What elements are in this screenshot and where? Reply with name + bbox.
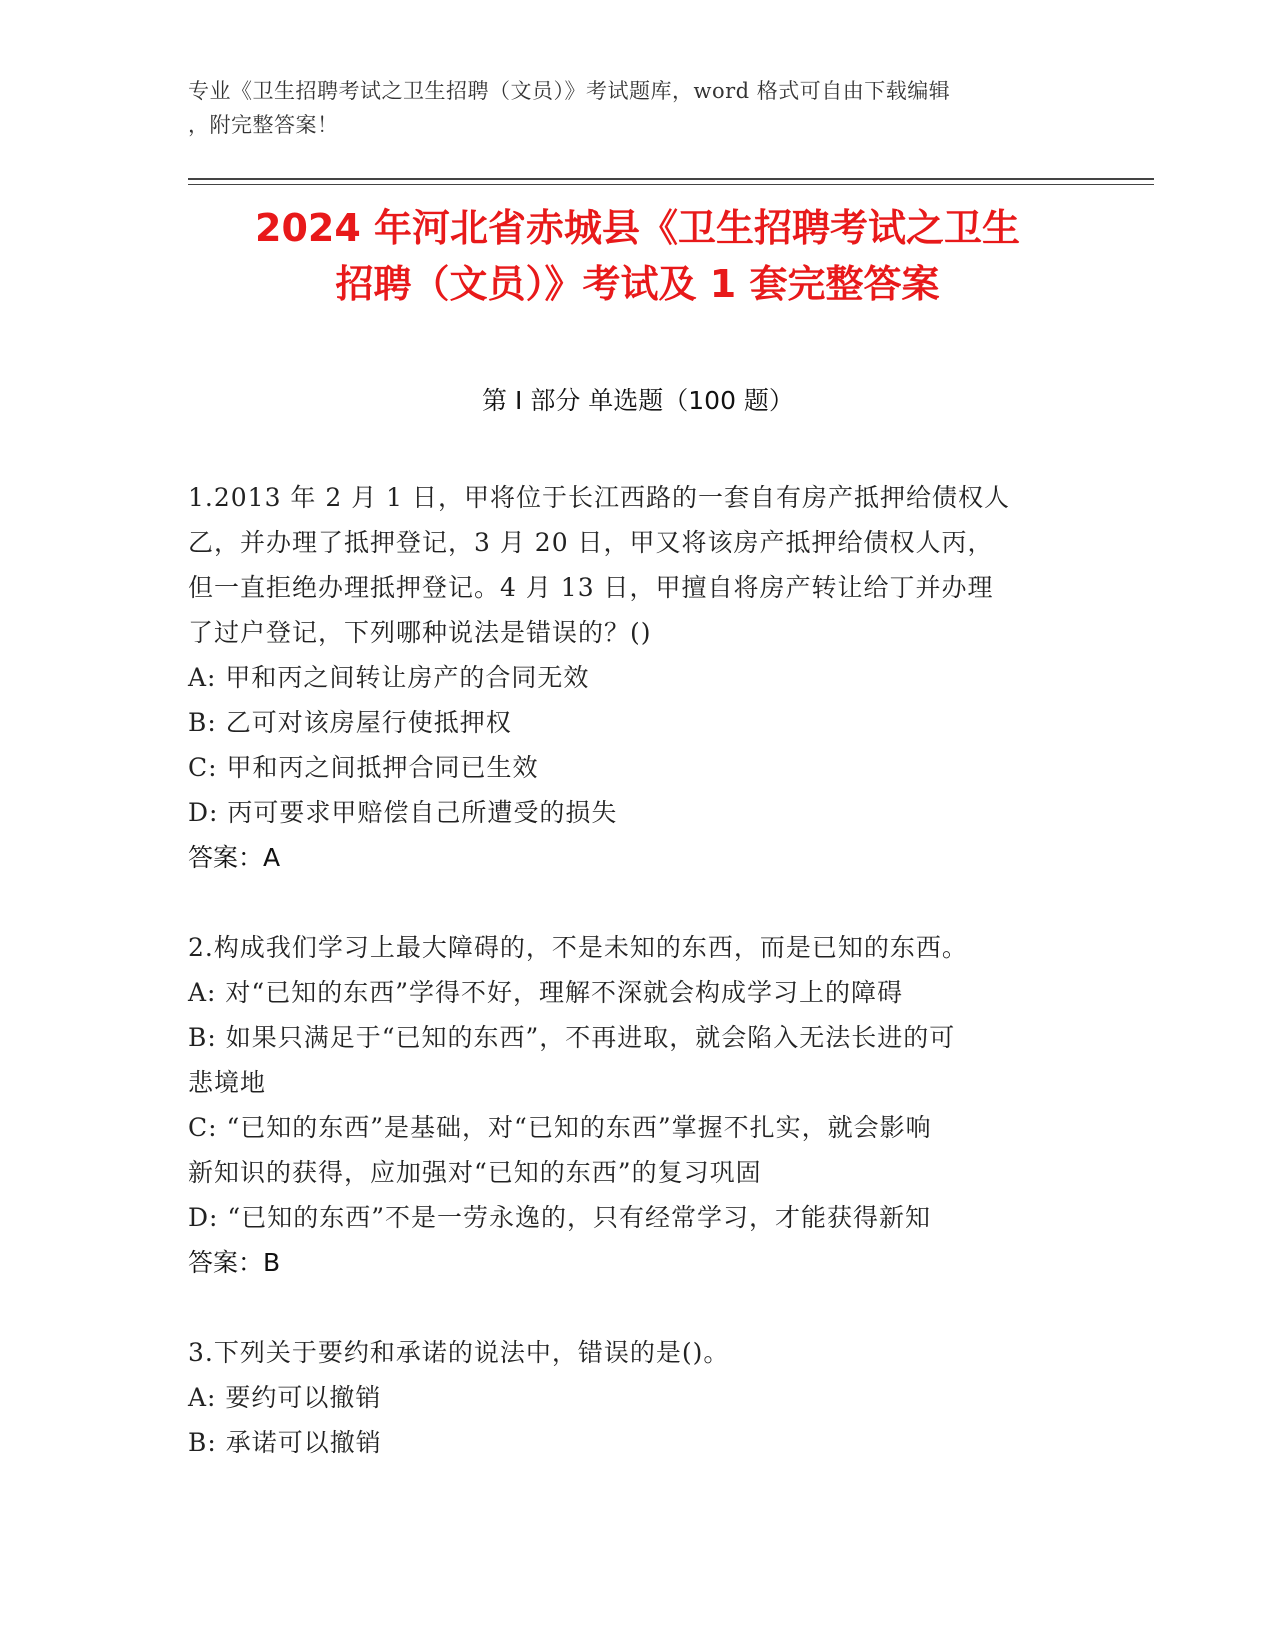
question-1-stem-line: 乙，并办理了抵押登记，3 月 20 日，甲又将该房产抵押给债权人丙， [188,528,994,557]
question-spacer [188,1285,1088,1330]
header-note-line-2: ，附完整答案！ [188,113,339,137]
question-2-stem-line: 2.构成我们学习上最大障碍的，不是未知的东西，而是已知的东西。 [188,933,968,962]
question-3-option-a: A: 要约可以撤销 [188,1383,382,1412]
section-heading: 第 I 部分 单选题（100 题） [482,386,794,415]
header-note-line-1: 专业《卫生招聘考试之卫生招聘（文员）》考试题库，word 格式可自由下载编辑 [188,79,951,103]
question-1-answer: 答案：A [188,843,281,872]
question-2-option-b: B: 如果只满足于“已知的东西”，不再进取，就会陷入无法长进的可 [188,1023,956,1052]
question-2-option-a: A: 对“已知的东西”学得不好，理解不深就会构成学习上的障碍 [188,978,903,1007]
question-2-option-d: D: “已知的东西”不是一劳永逸的，只有经常学习，才能获得新知 [188,1203,931,1232]
question-2-answer: 答案：B [188,1248,281,1277]
question-1-stem-line: 1.2013 年 2 月 1 日，甲将位于长江西路的一套自有房产抵押给债权人 [188,483,1011,512]
question-1-option-d: D: 丙可要求甲赔偿自己所遭受的损失 [188,798,618,827]
document-title [160,200,1115,312]
question-1-stem-line: 了过户登记，下列哪种说法是错误的？() [188,618,652,647]
question-3-stem-line: 3.下列关于要约和承诺的说法中，错误的是()。 [188,1338,730,1367]
question-1-stem-line: 但一直拒绝办理抵押登记。4 月 13 日，甲擅自将房产转让给丁并办理 [188,573,994,602]
question-2-option-c: C: “已知的东西”是基础，对“已知的东西”掌握不扎实，就会影响 [188,1113,932,1142]
question-spacer [188,880,1088,925]
document-title-line-2: 招聘（文员）》考试及 1 套完整答案 [335,262,940,306]
question-3 [188,1330,1088,1465]
question-1-option-b: B: 乙可对该房屋行使抵押权 [188,708,512,737]
question-list [188,475,1088,1465]
question-2-option-b-continued: 悲境地 [188,1068,267,1097]
question-1-option-c: C: 甲和丙之间抵押合同已生效 [188,753,539,782]
question-2 [188,925,1088,1285]
header-note [188,74,1088,142]
question-3-option-b: B: 承诺可以撤销 [188,1428,382,1457]
header-divider-thick [188,178,1154,180]
question-2-option-c-continued: 新知识的获得，应加强对“已知的东西”的复习巩固 [188,1158,762,1187]
question-1-option-a: A: 甲和丙之间转让房产的合同无效 [188,663,590,692]
question-1 [188,475,1088,880]
document-title-line-1: 2024 年河北省赤城县《卫生招聘考试之卫生 [255,206,1020,250]
header-divider-thin [188,184,1154,185]
